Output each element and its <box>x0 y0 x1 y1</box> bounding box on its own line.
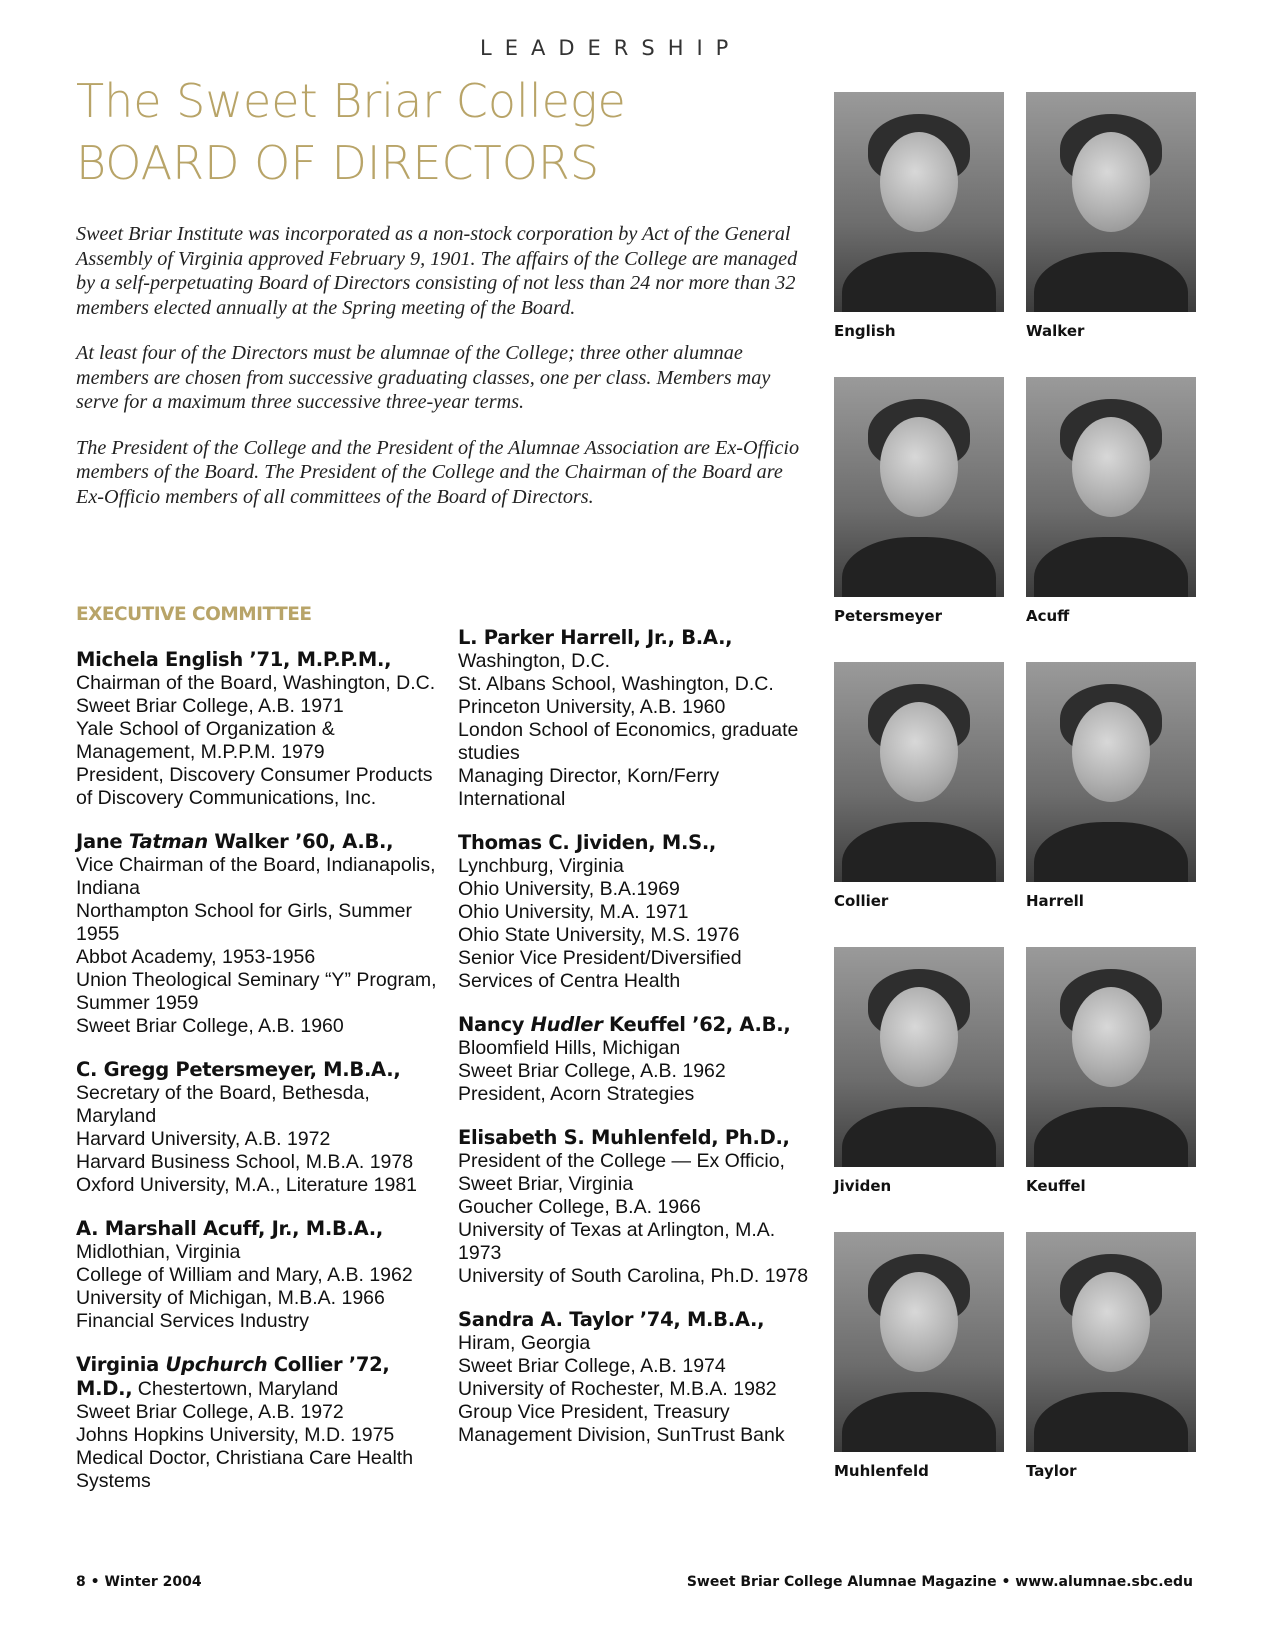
page-title <box>76 70 626 194</box>
member-detail: Washington, D.C. <box>458 650 611 672</box>
portrait-photo <box>1026 662 1196 882</box>
portrait-caption: Walker <box>1026 322 1085 340</box>
portrait-photo <box>1026 1232 1196 1452</box>
member-detail: Ohio University, B.A.1969 <box>458 878 680 900</box>
member-detail: Bloomfield Hills, Michigan <box>458 1037 681 1059</box>
portrait-photo <box>834 662 1004 882</box>
member-detail: Managing Director, Korn/Ferry International <box>458 765 720 810</box>
member-detail: St. Albans School, Washington, D.C. <box>458 673 774 695</box>
member-name: Jane Tatman Walker ’60, A.B., <box>76 830 394 853</box>
member-name: Michela English ’71, M.P.P.M., <box>76 648 392 671</box>
title-line-2: BOARD OF DIRECTORS <box>76 136 600 190</box>
portrait-photo <box>1026 947 1196 1167</box>
portrait-caption: Harrell <box>1026 892 1084 910</box>
photo-row <box>834 377 1200 657</box>
member-detail: Secretary of the Board, Bethesda, Maryland <box>76 1082 370 1127</box>
member-detail: University of Rochester, M.B.A. 1982 <box>458 1378 777 1400</box>
portrait-caption: Taylor <box>1026 1462 1077 1480</box>
intro-paragraph: The President of the College and the President of the Alumnae Association are Ex-Officio members of the Board. The President of the College and the Chairman of the Board are Ex-Officio members of all committees of the Board of Directors. <box>76 436 800 508</box>
member-detail: University of Texas at Arlington, M.A. 1973 <box>458 1219 776 1264</box>
member-detail: Midlothian, Virginia <box>76 1241 241 1263</box>
member-detail: Sweet Briar College, A.B. 1974 <box>458 1355 726 1377</box>
member-detail: Chairman of the Board, Washington, D.C. <box>76 672 436 694</box>
board-member <box>76 830 446 1038</box>
member-detail: Sweet Briar College, A.B. 1962 <box>458 1060 726 1082</box>
member-detail: Goucher College, B.A. 1966 <box>458 1196 701 1218</box>
member-detail: Sweet Briar College, A.B. 1972 <box>76 1401 344 1423</box>
board-member <box>458 1126 813 1288</box>
member-detail: Senior Vice President/Diversified Services of Centra Health <box>458 947 742 992</box>
member-detail: Sweet Briar College, A.B. 1971 <box>76 695 344 717</box>
portrait-caption: Keuffel <box>1026 1177 1086 1195</box>
board-member <box>76 648 446 810</box>
member-detail: Lynchburg, Virginia <box>458 855 624 877</box>
member-name: Elisabeth S. Muhlenfeld, Ph.D., <box>458 1126 790 1149</box>
member-name: Virginia Upchurch Collier ’72, M.D., Chestertown, Maryland <box>76 1353 390 1400</box>
portrait-caption: Jividen <box>834 1177 892 1195</box>
portrait-caption: Petersmeyer <box>834 607 942 625</box>
member-detail: President, Discovery Consumer Products of Discovery Communications, Inc. <box>76 764 433 809</box>
member-detail: Ohio State University, M.S. 1976 <box>458 924 740 946</box>
portrait-photo <box>1026 92 1196 312</box>
section-label: LEADERSHIP <box>480 36 742 60</box>
board-member <box>76 1058 446 1197</box>
member-detail: Yale School of Organization & Management, M.P.P.M. 1979 <box>76 718 335 763</box>
portrait-photo <box>834 947 1004 1167</box>
member-detail: Ohio University, M.A. 1971 <box>458 901 689 923</box>
portrait-photo <box>834 1232 1004 1452</box>
committee-heading: EXECUTIVE COMMITTEE <box>76 604 312 625</box>
portrait-caption: Muhlenfeld <box>834 1462 929 1480</box>
member-detail: Financial Services Industry <box>76 1310 310 1332</box>
board-member <box>458 1308 813 1447</box>
member-name: Thomas C. Jividen, M.S., <box>458 831 717 854</box>
member-name: Nancy Hudler Keuffel ’62, A.B., <box>458 1013 791 1036</box>
member-detail: Oxford University, M.A., Literature 1981 <box>76 1174 418 1196</box>
member-detail: Harvard University, A.B. 1972 <box>76 1128 331 1150</box>
member-detail: London School of Economics, graduate studies <box>458 719 799 764</box>
board-member <box>76 1353 446 1493</box>
member-detail: President, Acorn Strategies <box>458 1083 695 1105</box>
member-name: A. Marshall Acuff, Jr., M.B.A., <box>76 1217 384 1240</box>
title-line-1: The Sweet Briar College <box>76 74 626 128</box>
member-detail: Johns Hopkins University, M.D. 1975 <box>76 1424 395 1446</box>
portrait-caption: Collier <box>834 892 889 910</box>
intro-paragraph: At least four of the Directors must be alumnae of the College; three other alumnae members are chosen from successive graduating classes, one per class. Members may serve for a maximum three successive three-year terms. <box>76 342 771 413</box>
portrait-caption: English <box>834 322 896 340</box>
member-detail: Group Vice President, Treasury Management Division, SunTrust Bank <box>458 1401 785 1446</box>
intro-paragraph: Sweet Briar Institute was incorporated as a non-stock corporation by Act of the General Assembly of Virginia approved February 9, 1901. The affairs of the College are managed by a self-perpetuating Board of Directors consisting of not less than 24 nor more than 32 members elected annually at the Spring meeting of the Board. <box>76 223 798 319</box>
member-name: C. Gregg Petersmeyer, M.B.A., <box>76 1058 401 1081</box>
member-detail: Vice Chairman of the Board, Indianapolis, Indiana <box>76 854 436 899</box>
portrait-photo <box>834 92 1004 312</box>
photo-row <box>834 92 1200 372</box>
members-column-left <box>76 603 446 1513</box>
board-member <box>76 1217 446 1333</box>
portrait-caption: Acuff <box>1026 607 1070 625</box>
publication-footer: Sweet Briar College Alumnae Magazine • www.alumnae.sbc.edu <box>686 1574 1193 1590</box>
board-member <box>458 626 813 811</box>
member-name: L. Parker Harrell, Jr., B.A., <box>458 626 733 649</box>
intro-text <box>76 222 806 530</box>
portrait-photo <box>834 377 1004 597</box>
member-detail: Northampton School for Girls, Summer 1955 <box>76 900 412 945</box>
member-detail: University of South Carolina, Ph.D. 1978 <box>458 1265 809 1287</box>
photo-row <box>834 1232 1200 1512</box>
member-detail: Harvard Business School, M.B.A. 1978 <box>76 1151 414 1173</box>
member-detail: University of Michigan, M.B.A. 1966 <box>76 1287 385 1309</box>
member-detail: Hiram, Georgia <box>458 1332 591 1354</box>
portrait-photo <box>1026 377 1196 597</box>
member-detail: Union Theological Seminary “Y” Program, Summer 1959 <box>76 969 437 1014</box>
photo-row <box>834 662 1200 942</box>
board-member <box>458 831 813 993</box>
members-column-right <box>458 626 813 1467</box>
member-detail: College of William and Mary, A.B. 1962 <box>76 1264 413 1286</box>
page-number-footer: 8 • Winter 2004 <box>76 1574 202 1590</box>
member-detail: Medical Doctor, Christiana Care Health Systems <box>76 1447 414 1492</box>
member-detail: Abbot Academy, 1953-1956 <box>76 946 316 968</box>
board-member <box>458 1013 813 1106</box>
member-detail: Princeton University, A.B. 1960 <box>458 696 726 718</box>
member-detail: Sweet Briar College, A.B. 1960 <box>76 1015 344 1037</box>
photo-row <box>834 947 1200 1227</box>
member-name: Sandra A. Taylor ’74, M.B.A., <box>458 1308 765 1331</box>
member-detail: President of the College — Ex Officio, Sweet Briar, Virginia <box>458 1150 785 1195</box>
